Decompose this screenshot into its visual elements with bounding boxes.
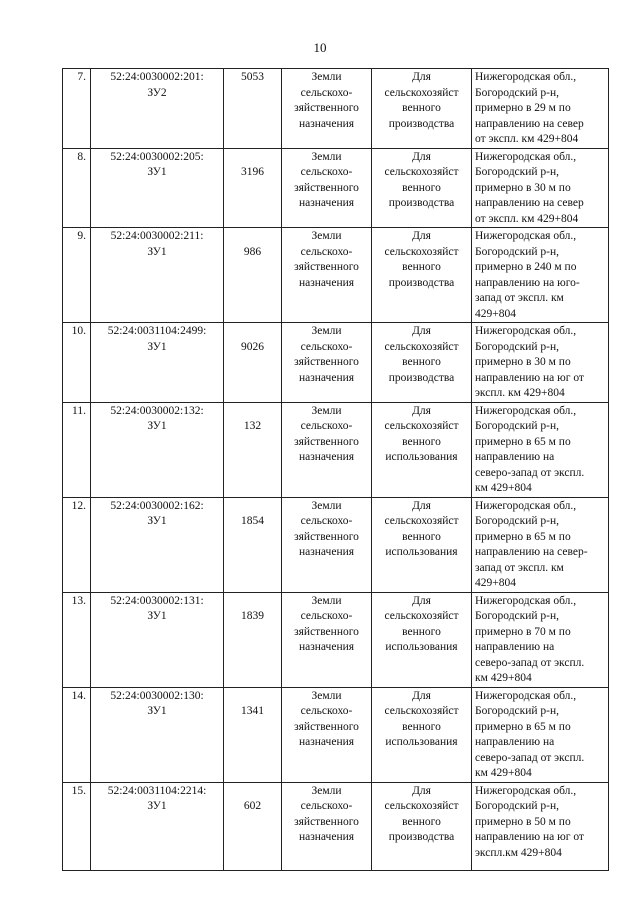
land-category-line: Земли: [311, 230, 342, 242]
permitted-use-line: производства: [388, 117, 455, 130]
location-line: северо-запад от экспл.: [475, 751, 585, 764]
cadastral-number-cell: [91, 687, 224, 782]
permitted-use-line: производства: [388, 197, 455, 209]
location-line: Богородский р-н,: [475, 705, 560, 717]
page-number: 10: [313, 40, 327, 55]
land-category-line: Земли: [311, 325, 342, 337]
cadastral-number-line: ЗУ1: [147, 245, 167, 258]
location-line: Нижегородская обл.,: [475, 71, 577, 83]
permitted-use-line: венного: [402, 261, 441, 273]
location-line: примерно в 29 м по: [475, 102, 571, 114]
land-plot-table: [62, 68, 609, 871]
location-cell: [472, 592, 609, 687]
row-number: 8.: [77, 150, 86, 163]
permitted-use-line: производства: [388, 371, 455, 384]
row-number: 11.: [72, 404, 86, 417]
location-line: Нижегородская обл.,: [475, 499, 577, 512]
permitted-use-cell: [372, 323, 472, 403]
permitted-use-line: Для: [412, 594, 431, 607]
permitted-use-line: сельскохозяйст: [384, 166, 459, 178]
location-cell: [472, 402, 609, 497]
location-line: направлению на север: [475, 197, 584, 209]
location-line: Богородский р-н,: [475, 245, 560, 258]
land-category-cell: [282, 782, 372, 870]
table-row: [63, 228, 609, 323]
permitted-use-cell: [372, 497, 472, 592]
location-cell: [472, 497, 609, 592]
area-value: 132: [243, 420, 262, 432]
cadastral-number-cell: [91, 148, 224, 228]
permitted-use-line: производства: [388, 831, 455, 843]
area-cell: [224, 402, 282, 497]
location-line: запад от экспл. км: [475, 561, 564, 574]
cadastral-number-line: 52:24:0030002:162:: [110, 499, 204, 512]
land-category-cell: [282, 592, 372, 687]
permitted-use-line: Для: [412, 230, 431, 242]
land-category-line: Земли: [311, 499, 342, 512]
location-line: направлению на юг от: [475, 831, 584, 843]
land-category-line: сельскохо-: [300, 86, 353, 99]
permitted-use-cell: [372, 69, 472, 149]
table-body: [63, 69, 609, 871]
table-row: [63, 323, 609, 403]
cadastral-number-line: 52:24:0030002:205:: [110, 150, 204, 163]
permitted-use-line: венного: [402, 625, 441, 638]
land-category-line: назначения: [298, 371, 355, 384]
row-number: 7.: [77, 71, 86, 83]
cadastral-number-line: 52:24:0030002:132:: [110, 404, 204, 417]
permitted-use-line: сельскохозяйст: [384, 86, 459, 99]
location-line: Богородский р-н,: [475, 420, 560, 432]
permitted-use-line: Для: [412, 325, 431, 337]
land-category-line: зяйственного: [294, 356, 359, 368]
row-number: 13.: [71, 594, 86, 607]
table-row: [63, 148, 609, 228]
permitted-use-line: венного: [402, 181, 441, 194]
permitted-use-line: Для: [412, 71, 431, 83]
location-line: примерно в 240 м по: [475, 261, 577, 273]
cadastral-number-line: 52:24:0031104:2214:: [107, 784, 207, 797]
location-line: направлению на: [475, 736, 555, 748]
cadastral-number-cell: [91, 592, 224, 687]
area-cell: [224, 782, 282, 870]
location-line: от экспл. км 429+804: [475, 212, 579, 225]
location-line: Нижегородская обл.,: [475, 784, 577, 797]
land-category-line: назначения: [298, 451, 355, 463]
location-line: км 429+804: [475, 482, 532, 494]
location-line: 429+804: [475, 577, 516, 589]
area-value: 602: [243, 800, 262, 812]
area-cell: [224, 497, 282, 592]
area-value: 5053: [241, 71, 264, 83]
land-category-line: зяйственного: [294, 435, 359, 448]
land-category-line: зяйственного: [294, 815, 359, 828]
location-line: Богородский р-н,: [475, 610, 560, 622]
cadastral-number-cell: [91, 323, 224, 403]
permitted-use-line: венного: [402, 530, 441, 543]
cadastral-number-cell: [91, 69, 224, 149]
cadastral-number-cell: [91, 228, 224, 323]
land-category-line: зяйственного: [294, 625, 359, 638]
location-line: экспл. км 429+804: [475, 387, 565, 399]
area-cell: [224, 687, 282, 782]
permitted-use-line: венного: [402, 102, 441, 114]
land-category-line: назначения: [298, 117, 355, 130]
land-category-line: Земли: [311, 404, 342, 417]
permitted-use-cell: [372, 687, 472, 782]
location-line: Нижегородская обл.,: [475, 594, 577, 607]
land-category-line: Земли: [311, 784, 342, 797]
area-value: 9026: [241, 340, 264, 353]
land-category-line: назначения: [298, 276, 355, 289]
land-category-line: сельскохо-: [300, 800, 353, 812]
location-line: направлению на юго-: [475, 276, 580, 289]
row-number-cell: [63, 402, 91, 497]
cadastral-number-line: 52:24:0030002:131:: [110, 594, 204, 607]
permitted-use-cell: [372, 782, 472, 870]
land-category-line: сельскохо-: [300, 515, 353, 527]
permitted-use-cell: [372, 148, 472, 228]
permitted-use-cell: [372, 592, 472, 687]
permitted-use-line: Для: [412, 689, 431, 702]
permitted-use-line: использования: [385, 451, 458, 463]
permitted-use-line: сельскохозяйст: [384, 610, 459, 622]
permitted-use-line: сельскохозяйст: [384, 515, 459, 527]
location-line: от экспл. км 429+804: [475, 133, 579, 145]
location-line: Нижегородская обл.,: [475, 689, 577, 702]
cadastral-number-line: ЗУ1: [147, 800, 167, 812]
table-row: [63, 402, 609, 497]
area-value: 1341: [241, 705, 264, 717]
row-number: 10.: [71, 325, 86, 337]
area-value: 1839: [241, 610, 264, 622]
land-category-line: назначения: [298, 197, 355, 209]
location-line: Богородский р-н,: [475, 86, 560, 99]
permitted-use-line: венного: [402, 356, 441, 368]
area-value: 1854: [241, 515, 264, 527]
location-line: 429+804: [475, 307, 516, 320]
location-line: Богородский р-н,: [475, 340, 560, 353]
cadastral-number-cell: [91, 782, 224, 870]
row-number-cell: [63, 148, 91, 228]
permitted-use-line: сельскохозяйст: [384, 705, 459, 717]
cadastral-number-line: ЗУ1: [147, 705, 167, 717]
row-number: 15.: [71, 784, 86, 797]
location-cell: [472, 782, 609, 870]
area-cell: [224, 592, 282, 687]
land-category-cell: [282, 497, 372, 592]
land-category-line: сельскохо-: [300, 340, 353, 353]
cadastral-number-line: ЗУ2: [147, 86, 167, 99]
permitted-use-line: венного: [402, 435, 441, 448]
location-line: направлению на: [475, 451, 555, 463]
permitted-use-line: Для: [412, 404, 431, 417]
land-category-cell: [282, 228, 372, 323]
land-category-line: сельскохо-: [300, 420, 353, 432]
location-line: направлению на юг от: [475, 371, 584, 384]
location-line: примерно в 65 м по: [475, 435, 571, 448]
permitted-use-line: сельскохозяйст: [384, 420, 459, 432]
row-number: 12.: [71, 499, 86, 512]
cadastral-number-cell: [91, 402, 224, 497]
location-cell: [472, 148, 609, 228]
location-line: примерно в 30 м по: [475, 181, 571, 194]
land-category-line: зяйственного: [294, 261, 359, 273]
row-number-cell: [63, 592, 91, 687]
cadastral-number-line: 52:24:0030002:130:: [110, 689, 204, 702]
row-number-cell: [63, 782, 91, 870]
location-cell: [472, 687, 609, 782]
land-category-line: зяйственного: [294, 181, 359, 194]
row-number-cell: [63, 687, 91, 782]
permitted-use-line: сельскохозяйст: [384, 245, 459, 258]
location-cell: [472, 228, 609, 323]
cadastral-number-line: 52:24:0030002:201:: [110, 71, 204, 83]
location-line: Богородский р-н,: [475, 515, 560, 527]
land-category-line: назначения: [298, 641, 355, 653]
area-cell: [224, 148, 282, 228]
row-number-cell: [63, 69, 91, 149]
table-row: [63, 782, 609, 870]
land-category-cell: [282, 323, 372, 403]
table-row: [63, 592, 609, 687]
land-category-line: назначения: [298, 831, 355, 843]
location-line: Богородский р-н,: [475, 800, 560, 812]
location-line: направлению на север-: [475, 546, 588, 558]
location-cell: [472, 323, 609, 403]
cadastral-number-line: ЗУ1: [147, 610, 167, 622]
land-category-line: зяйственного: [294, 720, 359, 733]
land-category-cell: [282, 687, 372, 782]
land-category-cell: [282, 148, 372, 228]
permitted-use-cell: [372, 402, 472, 497]
row-number-cell: [63, 497, 91, 592]
location-line: Нижегородская обл.,: [475, 325, 577, 337]
permitted-use-line: использования: [385, 736, 458, 748]
cadastral-number-line: ЗУ1: [147, 420, 167, 432]
location-line: примерно в 65 м по: [475, 530, 571, 543]
location-line: примерно в 70 м по: [475, 625, 571, 638]
permitted-use-line: Для: [412, 499, 431, 512]
land-category-line: назначения: [298, 546, 355, 558]
permitted-use-cell: [372, 228, 472, 323]
land-category-line: зяйственного: [294, 102, 359, 114]
location-line: северо-запад от экспл.: [475, 656, 585, 669]
location-line: направлению на север: [475, 117, 584, 130]
permitted-use-line: Для: [412, 784, 431, 797]
permitted-use-line: использования: [385, 546, 458, 558]
area-cell: [224, 323, 282, 403]
location-line: примерно в 50 м по: [475, 815, 571, 828]
cadastral-number-line: ЗУ1: [147, 340, 167, 353]
land-category-cell: [282, 402, 372, 497]
location-line: примерно в 65 м по: [475, 720, 571, 733]
row-number: 14.: [71, 689, 86, 702]
permitted-use-line: Для: [412, 150, 431, 163]
land-category-line: назначения: [298, 736, 355, 748]
table-row: [63, 69, 609, 149]
cadastral-number-line: ЗУ1: [147, 515, 167, 527]
cadastral-number-line: 52:24:0031104:2499:: [107, 325, 207, 337]
location-line: северо-запад от экспл.: [475, 466, 585, 479]
location-line: экспл.км 429+804: [475, 846, 562, 859]
location-line: направлению на: [475, 641, 555, 653]
cadastral-number-cell: [91, 497, 224, 592]
location-line: км 429+804: [475, 672, 532, 684]
table-row: [63, 687, 609, 782]
land-category-cell: [282, 69, 372, 149]
permitted-use-line: венного: [402, 720, 441, 733]
area-value: 3196: [241, 166, 264, 178]
location-line: Нижегородская обл.,: [475, 150, 577, 163]
location-line: Нижегородская обл.,: [475, 404, 577, 417]
cadastral-number-line: ЗУ1: [147, 166, 167, 178]
location-line: Богородский р-н,: [475, 166, 560, 178]
location-line: км 429+804: [475, 767, 532, 779]
permitted-use-line: сельскохозяйст: [384, 340, 459, 353]
land-category-line: сельскохо-: [300, 166, 353, 178]
land-category-line: сельскохо-: [300, 610, 353, 622]
area-cell: [224, 228, 282, 323]
permitted-use-line: сельскохозяйст: [384, 800, 459, 812]
land-category-line: сельскохо-: [300, 705, 353, 717]
permitted-use-line: венного: [402, 815, 441, 828]
table-row: [63, 497, 609, 592]
land-category-line: зяйственного: [294, 530, 359, 543]
land-category-line: Земли: [311, 594, 342, 607]
land-category-line: Земли: [311, 150, 342, 163]
row-number-cell: [63, 323, 91, 403]
area-value: 986: [243, 245, 262, 258]
permitted-use-line: производства: [388, 276, 455, 289]
location-cell: [472, 69, 609, 149]
permitted-use-line: использования: [385, 641, 458, 653]
location-line: Нижегородская обл.,: [475, 230, 577, 242]
land-category-line: Земли: [311, 71, 342, 83]
area-cell: [224, 69, 282, 149]
row-number: 9.: [77, 230, 86, 242]
land-category-line: сельскохо-: [300, 245, 353, 258]
cadastral-number-line: 52:24:0030002:211:: [110, 230, 204, 242]
row-number-cell: [63, 228, 91, 323]
location-line: запад от экспл. км: [475, 292, 564, 304]
location-line: примерно в 30 м по: [475, 356, 571, 368]
land-category-line: Земли: [311, 689, 342, 702]
